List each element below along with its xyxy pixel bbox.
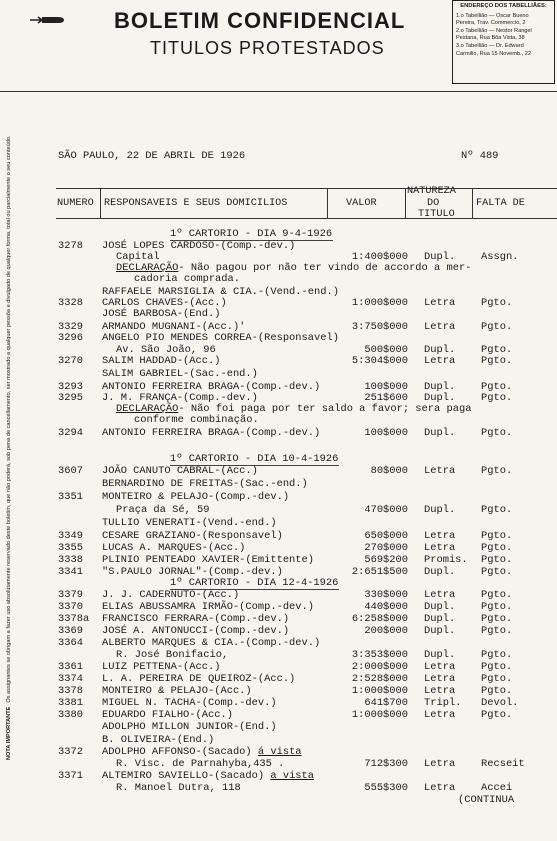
entry-number: 3329 — [58, 321, 83, 333]
bulletin-title: BOLETIM CONFIDENCIAL — [114, 8, 406, 33]
entry-name: LUIZ PETTENA-(Acc.) — [102, 661, 221, 673]
entry-number: 3370 — [58, 601, 83, 613]
side-note-text — [6, 135, 12, 760]
entry-name: JOSÉ LOPES CARDOSO-(Comp.-dev.) — [102, 240, 296, 252]
column-header-valor: VALOR — [346, 198, 377, 209]
entry-number: 3371 — [58, 770, 83, 782]
entry-protest-reason: Pgto. — [481, 321, 513, 333]
entry-value: 555$300 — [364, 782, 408, 794]
entry-address: DECLARAÇÃO- Não pagou por não ter vindo de accordo a mer- — [116, 262, 472, 274]
column-divider — [472, 188, 473, 218]
entry-title-type: Dupl. — [424, 625, 456, 637]
entry-title-type: Dupl. — [424, 381, 456, 393]
entry-protest-reason: Pgto. — [481, 344, 513, 356]
entry-protest-reason: Pgto. — [481, 381, 513, 393]
entry-name: JOSÉ BARBOSA-(End.) — [102, 308, 221, 320]
entry-number: 3351 — [58, 491, 83, 503]
entry-title-type: Letra — [424, 661, 456, 673]
entry-protest-reason: Pgto. — [481, 392, 513, 404]
address-line: 3.o Tabellião — Dr. Edward — [456, 42, 524, 49]
entry-protest-reason: Assgn. — [481, 251, 519, 263]
entry-value: 470$000 — [364, 504, 408, 516]
entry-number: 3364 — [58, 637, 83, 649]
entry-name: "S.PAULO JORNAL"-(Comp.-dev.) — [102, 566, 283, 578]
entry-address: R. Manoel Dutra, 118 — [116, 782, 241, 794]
entry-value: 1:000$000 — [351, 685, 408, 697]
entry-name: ALTEMIRO SAVIELLO-(Sacado) a vista — [102, 770, 315, 782]
entry-name: ALBERTO MARQUES & CIA.-(Comp.-dev.) — [102, 637, 321, 649]
entry-name: LUCAS A. MARQUES-(Acc.) — [102, 542, 246, 554]
entry-address: Praça da Sé, 59 — [116, 504, 210, 516]
entry-value: 641$700 — [364, 697, 408, 709]
entry-number: 3328 — [58, 297, 83, 309]
entry-title-type: Letra — [424, 355, 456, 367]
entry-number: 3378 — [58, 685, 83, 697]
entry-value: 100$000 — [364, 427, 408, 439]
entry-name: PLINIO PENTEADO XAVIER-(Emittente) — [102, 554, 315, 566]
bulletin-subtitle: TITULOS PROTESTADOS — [150, 38, 385, 58]
entry-name: B. OLIVEIRA-(End.) — [102, 734, 215, 746]
declaration-label: DECLARAÇÃO — [116, 403, 179, 415]
entry-protest-reason: Pgto. — [481, 297, 513, 309]
side-note — [6, 135, 16, 760]
entry-title-type: Dupl. — [424, 601, 456, 613]
entry-title-type: Dupl. — [424, 392, 456, 404]
entry-number: 3607 — [58, 465, 83, 477]
entry-name: MONTEIRO & PELAJO-(Comp.-dev.) — [102, 491, 290, 503]
entry-address: R. Visc. de Parnahyba,435 . — [116, 758, 285, 770]
column-header-titulo: TITULO — [418, 209, 455, 220]
entry-value: 2:651$500 — [351, 566, 408, 578]
entry-title-type: Letra — [424, 530, 456, 542]
entry-address: Av. São João, 96 — [116, 344, 216, 356]
address-line: 1.o Tabellião — Oscar Bueno — [456, 12, 529, 19]
entry-number: 3338 — [58, 554, 83, 566]
entry-protest-reason: Pgto. — [481, 542, 513, 554]
entry-number: 3372 — [58, 746, 83, 758]
entry-number: 3369 — [58, 625, 83, 637]
entry-title-type: Letra — [424, 589, 456, 601]
entry-protest-reason: Pgto. — [481, 649, 513, 661]
entry-title-type: Tripl. — [424, 697, 462, 709]
entry-title-type: Dupl. — [424, 649, 456, 661]
entry-protest-reason: Recseit — [481, 758, 525, 770]
column-header-natureza: NATUREZA — [407, 186, 456, 197]
entry-protest-reason: Pgto. — [481, 613, 513, 625]
entry-number: 3296 — [58, 332, 83, 344]
entry-name: J. J. CADERNUTO-(Acc.) — [102, 589, 240, 601]
entry-protest-reason: Pgto. — [481, 566, 513, 578]
entry-name: ANTONIO FERREIRA BRAGA-(Comp.-dev.) — [102, 427, 321, 439]
entry-number: 3278 — [58, 240, 83, 252]
entry-name: ADOLPHO AFFONSO-(Sacado) á vista — [102, 746, 302, 758]
entry-name: BERNARDINO DE FREITAS-(Sac.-end.) — [102, 478, 308, 490]
column-header-natureza-do: DO — [427, 198, 440, 209]
entry-title-type: Promis. — [424, 554, 468, 566]
entry-number: 3378a — [58, 613, 90, 625]
entry-name: SALIM GABRIEL-(Sac.-end.) — [102, 368, 258, 380]
entry-number: 3379 — [58, 589, 83, 601]
entry-title-type: Letra — [424, 465, 456, 477]
entry-protest-reason: Devol. — [481, 697, 519, 709]
address-line: Pestana, Rua Bôa Vista, 38 — [456, 35, 525, 42]
section-heading: 1º CARTORIO - DIA 9-4-1926 — [170, 228, 333, 240]
entry-number: 3349 — [58, 530, 83, 542]
declaration-label: DECLARAÇÃO — [116, 262, 179, 274]
entry-name: ANGELO PIO MENDES CORREA-(Responsavel) — [102, 332, 339, 344]
pointing-hand-icon — [30, 14, 66, 26]
entry-value: 440$000 — [364, 601, 408, 613]
entry-title-type: Letra — [424, 297, 456, 309]
entry-protest-reason: Pgto. — [481, 709, 513, 721]
entry-value: 330$000 — [364, 589, 408, 601]
address-line: Pereira, Trav. Commercio, 2 — [456, 20, 526, 27]
column-header-responsaveis: RESPONSAVEIS E SEUS DOMICILIOS — [104, 198, 288, 209]
entry-number: 3361 — [58, 661, 83, 673]
header-divider — [0, 91, 557, 92]
entry-name: MIGUEL N. TACHA-(Comp.-dev.) — [102, 697, 277, 709]
entry-value: 3:353$000 — [351, 649, 408, 661]
entry-number: 3294 — [58, 427, 83, 439]
entry-value: 712$300 — [364, 758, 408, 770]
entry-value: 270$000 — [364, 542, 408, 554]
entry-address: R. José Bonifacio, — [116, 649, 229, 661]
entry-value: 569$200 — [364, 554, 408, 566]
entry-number: 3295 — [58, 392, 83, 404]
entry-name: ELIAS ABUSSAMRA IRMÃO-(Comp.-dev.) — [102, 601, 315, 613]
entry-protest-reason: (CONTINUA — [458, 794, 515, 806]
entry-address: cadoria comprada. — [134, 273, 241, 285]
entry-value: 6:258$000 — [351, 613, 408, 625]
entry-value: 251$600 — [364, 392, 408, 404]
entry-name: RAFFAELE MARSIGLIA & CIA.-(Vend.-end.) — [102, 286, 339, 298]
entry-name: JOÃO CANUTO CABRAL-(Acc.) — [102, 465, 258, 477]
entry-value: 500$000 — [364, 344, 408, 356]
column-header-falta: FALTA DE — [476, 198, 525, 209]
entry-protest-reason: Pgto. — [481, 685, 513, 697]
entry-protest-reason: Accei — [481, 782, 513, 794]
entry-number: 3374 — [58, 673, 83, 685]
entry-value: 2:528$000 — [351, 673, 408, 685]
entry-address: conforme combinação. — [134, 414, 259, 426]
entry-name: CESARE GRAZIANO-(Responsavel) — [102, 530, 283, 542]
entry-protest-reason: Pgto. — [481, 589, 513, 601]
notaries-address-box — [452, 0, 555, 84]
column-header-numero: NUMERO — [57, 198, 94, 209]
entry-name: EDUARDO FIALHO-(Acc.) — [102, 709, 233, 721]
entry-title-type: Letra — [424, 782, 456, 794]
payment-term: a vista — [270, 770, 315, 782]
entry-protest-reason: Pgto. — [481, 427, 513, 439]
entry-value: 3:750$000 — [351, 321, 408, 333]
entry-protest-reason: Pgto. — [481, 465, 513, 477]
entry-protest-reason: Pgto. — [481, 601, 513, 613]
table-header-bottom-rule — [56, 218, 557, 219]
entry-name: FRANCISCO FERRARA-(Comp.-dev.) — [102, 613, 290, 625]
entry-name: L. A. PEREIRA DE QUEIROZ-(Acc.) — [102, 673, 296, 685]
entry-title-type: Letra — [424, 673, 456, 685]
entry-name: TULLIO VENERATI-(Vend.-end.) — [102, 517, 277, 529]
entry-protest-reason: Pgto. — [481, 673, 513, 685]
address-box-heading: ENDEREÇO DOS TABELLIÃES: — [460, 3, 547, 9]
entry-name: J. M. FRANÇA-(Comp.-dev.) — [102, 392, 258, 404]
entry-name: JOSÉ A. ANTONUCCI-(Comp.-dev.) — [102, 625, 290, 637]
entry-title-type: Dupl. — [424, 504, 456, 516]
entry-title-type: Letra — [424, 542, 456, 554]
address-line: 2.o Tabellião — Nestor Rangel — [456, 27, 532, 34]
entry-name: CARLOS CHAVES-(Acc.) — [102, 297, 227, 309]
payment-term: á vista — [257, 746, 302, 758]
entry-title-type: Dupl. — [424, 427, 456, 439]
entry-name: SALIM HADDAD-(Acc.) — [102, 355, 221, 367]
entry-number: 3381 — [58, 697, 83, 709]
address-line: Carmilio, Rua 15 Novemb., 22 — [456, 50, 531, 57]
side-note-label: NOTA IMPORTANTE — [6, 706, 12, 760]
entry-title-type: Letra — [424, 685, 456, 697]
column-divider — [327, 188, 328, 218]
dateline-place-date: SÃO PAULO, 22 DE ABRIL DE 1926 — [58, 150, 246, 162]
entry-title-type: Dupl. — [424, 566, 456, 578]
entry-value: 80$000 — [370, 465, 408, 477]
entry-name: MONTEIRO & PELAJO-(Acc.) — [102, 685, 252, 697]
entry-value: 1:400$000 — [351, 251, 408, 263]
entry-title-type: Letra — [424, 709, 456, 721]
entry-title-type: Dupl. — [424, 613, 456, 625]
column-divider — [100, 188, 101, 218]
entry-address: DECLARAÇÃO- Não foi paga por ter saldo a favor; sera paga — [116, 403, 472, 415]
entry-value: 650$000 — [364, 530, 408, 542]
bulletin-number: Nº 489 — [461, 150, 499, 162]
entry-protest-reason: Pgto. — [481, 661, 513, 673]
table-header-top-rule — [56, 188, 557, 189]
entry-title-type: Letra — [424, 758, 456, 770]
entry-title-type: Dupl. — [424, 251, 456, 263]
entry-number: 3380 — [58, 709, 83, 721]
section-heading: 1º CARTORIO - DIA 10-4-1926 — [170, 453, 339, 465]
entry-title-type: Dupl. — [424, 344, 456, 356]
column-divider — [405, 188, 406, 218]
side-note-body: Os assignantes se obrigam a fazer uso absolutamente reservado deste boletim, que não poderá, sob pena de cancellamento, ser mostrado a qualquer pessôa e divulgado de qualquer forma, total ou parcialmente o seu conteúdo. — [6, 135, 12, 703]
entry-number: 3293 — [58, 381, 83, 393]
entry-name: ARMANDO MUGNANI-(Acc.)' — [102, 321, 246, 333]
entry-number: 3341 — [58, 566, 83, 578]
entry-protest-reason: Pgto. — [481, 554, 513, 566]
entry-value: 1:000$000 — [351, 709, 408, 721]
entry-protest-reason: Pgto. — [481, 625, 513, 637]
entry-title-type: Letra — [424, 321, 456, 333]
entry-value: 2:000$000 — [351, 661, 408, 673]
entry-number: 3355 — [58, 542, 83, 554]
section-heading: 1º CARTORIO - DIA 12-4-1926 — [170, 577, 339, 589]
entry-protest-reason: Pgto. — [481, 504, 513, 516]
entry-address: Capital — [116, 251, 160, 263]
entry-number: 3270 — [58, 355, 83, 367]
entry-name: ANTONIO FERREIRA BRAGA-(Comp.-dev.) — [102, 381, 321, 393]
entry-value: 1:000$000 — [351, 297, 408, 309]
entry-protest-reason: Pgto. — [481, 530, 513, 542]
entry-protest-reason: Pgto. — [481, 355, 513, 367]
entry-value: 5:304$000 — [351, 355, 408, 367]
entry-name: ADOLPHO MILLON JUNIOR-(End.) — [102, 721, 277, 733]
entry-value: 200$000 — [364, 625, 408, 637]
entry-value: 100$000 — [364, 381, 408, 393]
